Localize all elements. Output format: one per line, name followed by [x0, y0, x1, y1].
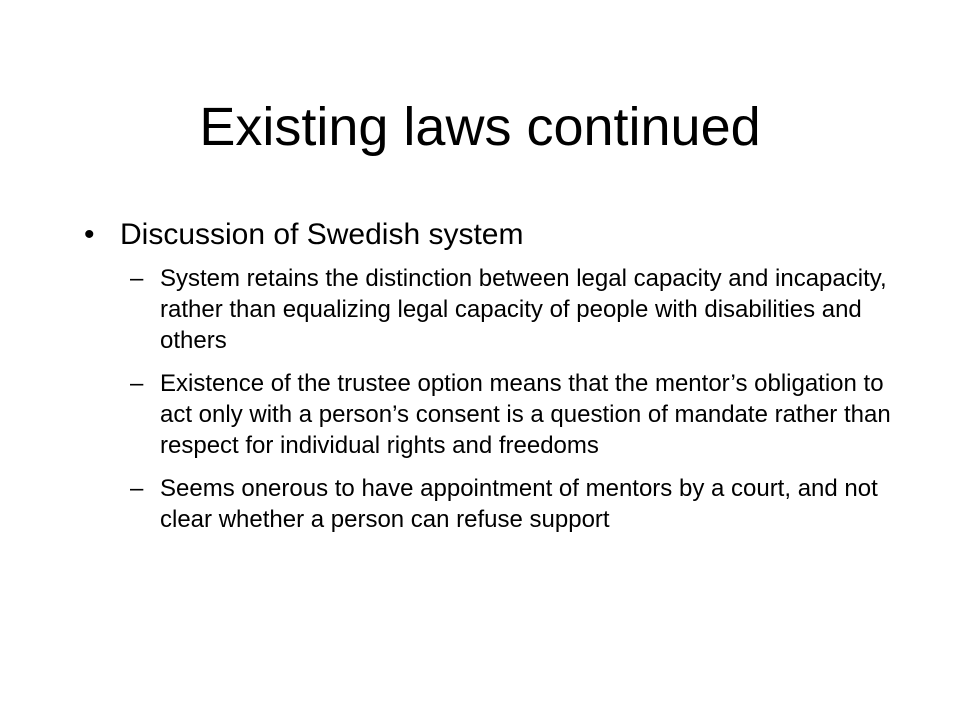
bullet-item	[80, 213, 900, 257]
sub-bullet-item	[80, 473, 900, 535]
sub-bullet-text: Seems onerous to have appointment of mentors by a court, and not clear whether a person can refuse support	[160, 475, 878, 533]
slide-content	[80, 213, 900, 547]
dash-marker: –	[130, 475, 144, 502]
sub-bullet-item	[80, 368, 900, 461]
bullet-marker: •	[84, 218, 95, 251]
sub-bullet-item	[80, 263, 900, 356]
sub-bullet-text: System retains the distinction between legal capacity and incapacity, rather than equalizing legal capacity of people with disabilities and others	[160, 265, 887, 354]
dash-marker: –	[130, 265, 144, 292]
bullet-text: Discussion of Swedish system	[120, 218, 524, 251]
sub-bullet-text: Existence of the trustee option means that the mentor’s obligation to act only with a person’s consent is a question of mandate rather than respect for individual rights and freedoms	[160, 370, 891, 459]
slide-title: Existing laws continued	[199, 97, 761, 157]
dash-marker: –	[130, 370, 144, 397]
